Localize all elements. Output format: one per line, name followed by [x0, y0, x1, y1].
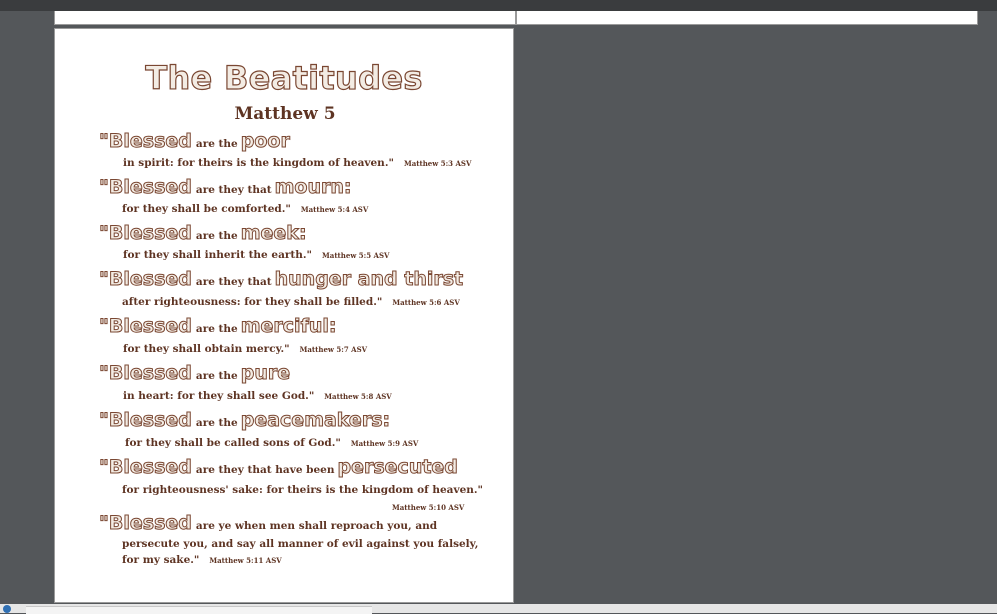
- beatitude-heading: [99, 512, 440, 534]
- beatitude-heading: [99, 176, 352, 198]
- blessed-word: "Blessed: [99, 130, 192, 152]
- beatitude-line: for they shall be comforted.": [122, 203, 291, 215]
- beatitude-text: [123, 157, 471, 169]
- beatitude-line: for they shall obtain mercy.": [123, 343, 290, 355]
- blessed-word: "Blessed: [99, 315, 192, 337]
- beatitude-line: for my sake.": [122, 554, 200, 566]
- beatitude-line: for they shall be called sons of God.": [125, 437, 341, 449]
- beatitude-middle: are the: [195, 323, 238, 335]
- beatitude-keyword: poor: [240, 130, 290, 152]
- beatitude-text: [122, 484, 483, 496]
- beatitude-text: [122, 554, 282, 566]
- beatitude-keyword: pure: [240, 362, 291, 384]
- beatitude-text: [123, 390, 392, 402]
- verse-reference: Matthew 5:8 ASV: [324, 392, 392, 401]
- beatitude-text: [122, 538, 478, 550]
- beatitude-text: [125, 437, 418, 449]
- beatitude-keyword: peacemakers:: [240, 409, 391, 431]
- beatitude-middle: are they that have been: [195, 464, 335, 476]
- verse-reference: Matthew 5:3 ASV: [403, 159, 472, 168]
- beatitude-text: [122, 296, 460, 308]
- beatitude-heading: [99, 222, 307, 244]
- previous-page-left[interactable]: [54, 11, 516, 25]
- beatitude-text: [123, 249, 389, 261]
- page-title: The Beatitudes: [145, 59, 423, 97]
- beatitude-heading: [99, 315, 336, 337]
- beatitude-keyword: merciful:: [240, 315, 337, 337]
- beatitude-heading: [99, 409, 390, 431]
- beatitude-line: in spirit: for theirs is the kingdom of heaven.": [123, 157, 394, 169]
- beatitude-line: for they shall inherit the earth.": [123, 249, 313, 261]
- beatitude-middle: are they that: [195, 276, 272, 288]
- beatitude-middle: are they that: [195, 184, 272, 196]
- beatitude-middle: are ye when men shall reproach you, and: [195, 520, 438, 532]
- beatitude-keyword: meek:: [240, 222, 307, 244]
- app-icon[interactable]: [3, 605, 11, 613]
- document-page[interactable]: [54, 28, 514, 603]
- page-subtitle: Matthew 5: [234, 104, 336, 124]
- beatitude-keyword: mourn:: [274, 176, 352, 198]
- blessed-word: "Blessed: [99, 222, 192, 244]
- viewer-top-bar: [0, 0, 997, 11]
- beatitude-heading: [99, 268, 463, 290]
- blessed-word: "Blessed: [99, 512, 192, 534]
- verse-reference: Matthew 5:7 ASV: [299, 345, 368, 354]
- beatitude-heading: [99, 362, 290, 384]
- blessed-word: "Blessed: [99, 409, 192, 431]
- beatitude-keyword: persecuted: [337, 456, 458, 478]
- beatitude-line: after righteousness: for they shall be filled.": [122, 296, 383, 308]
- verse-reference: Matthew 5:5 ASV: [322, 251, 390, 260]
- beatitude-keyword: hunger and thirst: [274, 268, 464, 290]
- previous-page-right[interactable]: [516, 11, 978, 25]
- verse-reference: Matthew 5:9 ASV: [350, 439, 419, 448]
- beatitude-middle: are the: [195, 417, 238, 429]
- blessed-word: "Blessed: [99, 362, 192, 384]
- verse-reference: Matthew 5:4 ASV: [300, 205, 369, 214]
- beatitude-middle: are the: [195, 370, 238, 382]
- beatitude-line: in heart: for they shall see God.": [123, 390, 315, 402]
- beatitude-line: persecute you, and say all manner of evil against you falsely,: [122, 538, 479, 550]
- beatitude-middle: are the: [195, 230, 238, 242]
- verse-reference: Matthew 5:6 ASV: [392, 298, 460, 307]
- blessed-word: "Blessed: [99, 456, 192, 478]
- blessed-word: "Blessed: [99, 176, 192, 198]
- beatitude-heading: [99, 130, 290, 152]
- blessed-word: "Blessed: [99, 268, 192, 290]
- beatitude-line: for righteousness' sake: for theirs is the kingdom of heaven.": [122, 484, 484, 496]
- beatitude-heading: [99, 456, 458, 478]
- beatitude-text: [122, 203, 368, 215]
- verse-reference: Matthew 5:10 ASV: [392, 503, 465, 512]
- beatitude-text: [123, 343, 367, 355]
- verse-reference: Matthew 5:11 ASV: [209, 556, 282, 565]
- beatitude-middle: are the: [195, 138, 238, 150]
